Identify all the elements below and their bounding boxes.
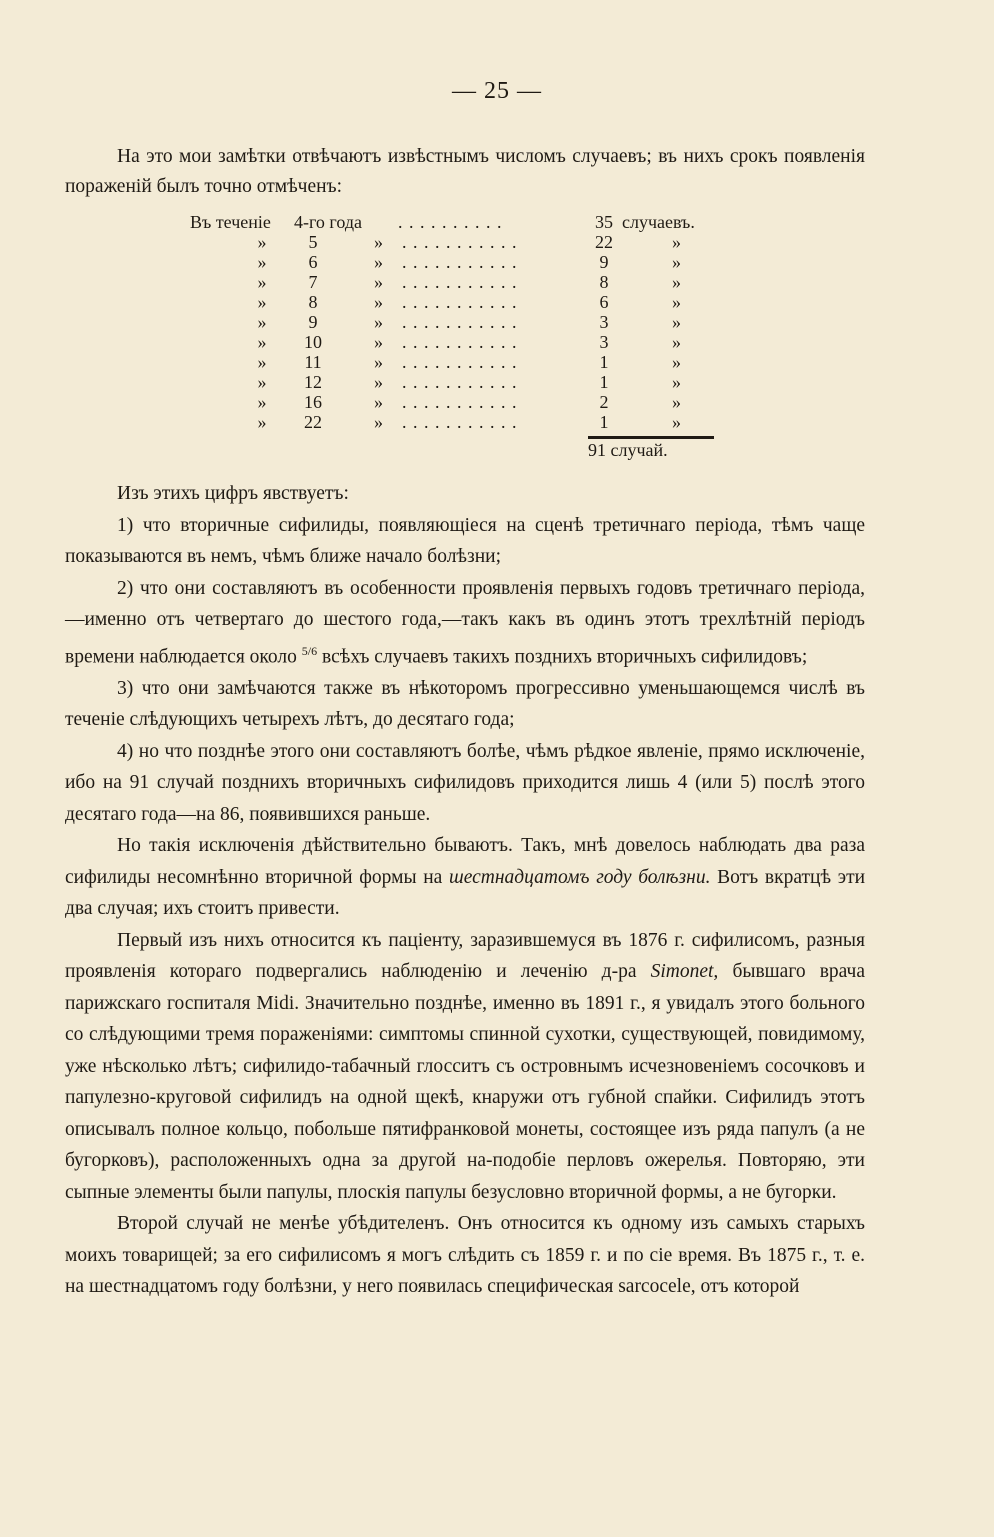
row-unit: случаевъ. — [622, 212, 695, 232]
ditto-mark: » — [257, 312, 267, 332]
body-text — [65, 470, 865, 1303]
table-row — [190, 352, 730, 372]
row-count: 9 — [599, 252, 609, 272]
leader-dots: . . . . . . . . . . . — [402, 292, 518, 312]
exceptions-text: Но такія исключенія дѣйствительно бываютъ. Такъ, мнѣ довелось наблюдать два раза сифилиды несомнѣнно вторичной формы на — [65, 835, 865, 888]
ditto-mark: » — [257, 292, 267, 312]
ditto-mark: » — [672, 412, 681, 432]
paragraph-point-2 — [65, 573, 865, 673]
first-case-text: Первый изъ нихъ относится къ паціенту, заразившемуся въ 1876 г. сифилисомъ, разныя проявленія котораго подвергались наблюденію и леченію д-ра — [65, 929, 865, 982]
ditto-mark: » — [374, 372, 383, 392]
row-label: Въ теченіе — [190, 212, 271, 232]
ditto-mark: » — [374, 332, 383, 352]
ditto-mark: » — [672, 292, 681, 312]
ditto-mark: » — [374, 352, 383, 372]
row-year: 9 — [308, 312, 318, 332]
cases-table — [190, 212, 730, 432]
ditto-mark: » — [257, 412, 267, 432]
row-count: 22 — [595, 232, 613, 252]
table-row — [190, 372, 730, 392]
leader-dots: . . . . . . . . . . . — [402, 352, 518, 372]
row-year: 16 — [304, 392, 322, 412]
row-count: 1 — [599, 412, 609, 432]
row-year: 10 — [304, 332, 322, 352]
leader-dots: . . . . . . . . . . . — [402, 392, 518, 412]
paragraph-point-3: 3) что они замѣчаются также въ нѣкоторомъ прогрессивно уменьшающемся числѣ въ теченіе слѣдующихъ четырехъ лѣтъ, до десятаго года; — [65, 677, 865, 730]
table-row — [190, 332, 730, 352]
leader-dots: . . . . . . . . . . . — [402, 372, 518, 392]
ditto-mark: » — [374, 272, 383, 292]
leader-dots: . . . . . . . . . . — [398, 212, 503, 232]
first-case-end: бывшаго врача парижскаго госпиталя Midi. Значительно позднѣе, именно въ 1891 г., я увидалъ этого больного со слѣдующими тремя пораженіями: симптомы спинной сухотки, существующей, повидимому, уже нѣсколько лѣтъ; сифилидо-табачный глосситъ съ островнымъ исчезновеніемъ сосочковъ и папулезно-круговой сифилидъ на одной щекѣ, кнаружи отъ губной спайки. Сифилидъ этотъ описывалъ полное кольцо, побольше пятифранковой монеты, состоящее изъ ряда папулъ (а не бугорковъ), расположенныхъ одна за другой на-подобіе перловъ ожерелья. Повторяю, эти сыпные элементы были папулы, плоскія папулы безусловно вторичной формы, а не бугорки. — [65, 961, 866, 1203]
ditto-mark: » — [672, 392, 681, 412]
paragraph-point-4: 4) но что позднѣе этого они составляютъ болѣе, чѣмъ рѣдкое явленіе, прямо исключеніе, ибо на 91 случай позднихъ вторичныхъ сифилидовъ приходится лишь 4 (или 5) послѣ этого десятаго года—на 86, появившихся раньше. — [65, 740, 865, 825]
table-row — [190, 312, 730, 332]
row-year: 11 — [304, 352, 322, 372]
row-count: 6 — [599, 292, 609, 312]
row-count: 3 — [599, 332, 609, 352]
table-row — [190, 292, 730, 312]
row-count: 3 — [599, 312, 609, 332]
row-count: 1 — [599, 372, 609, 392]
intro-text: На это мои замѣтки отвѣчаютъ извѣстнымъ числомъ случаевъ; въ нихъ срокъ появленія пораженій былъ точно отмѣченъ: — [65, 146, 865, 197]
paragraph-conclusion-intro: Изъ этихъ цифръ явствуетъ: — [117, 483, 349, 504]
table-row — [190, 252, 730, 272]
ditto-mark: » — [257, 332, 267, 352]
doctor-name: Simonet, — [650, 961, 719, 982]
table-row — [190, 392, 730, 412]
ditto-mark: » — [257, 372, 267, 392]
ditto-mark: » — [672, 252, 681, 272]
ditto-mark: » — [672, 352, 681, 372]
paragraph-second-case: Второй случай не менѣе убѣдителенъ. Онъ относится къ одному изъ самыхъ старыхъ моихъ товарищей; за его сифилисомъ я могъ слѣдить съ 1859 г. и по сіе время. Въ 1875 г., т. е. на шестнадцатомъ году болѣзни, у него появилась специфическая sarcocele, отъ которой — [65, 1213, 865, 1297]
paragraph-exceptions — [65, 830, 865, 925]
ditto-mark: » — [374, 292, 383, 312]
row-year: 7 — [308, 272, 318, 292]
ditto-mark: » — [257, 252, 267, 272]
ditto-mark: » — [374, 232, 383, 252]
row-year: 5 — [308, 232, 318, 252]
row-count: 1 — [599, 352, 609, 372]
paragraph-point-1: 1) что вторичные сифилиды, появляющіеся на сценѣ третичнаго періода, тѣмъ чаще показываются въ немъ, чѣмъ ближе начало болѣзни; — [65, 514, 865, 567]
ditto-mark: » — [672, 332, 681, 352]
ditto-mark: » — [374, 392, 383, 412]
leader-dots: . . . . . . . . . . . — [402, 272, 518, 292]
table-row — [190, 212, 730, 232]
table-row — [190, 412, 730, 432]
exceptions-end: Вотъ вкратцѣ эти два случая; ихъ стоитъ привести. — [65, 866, 866, 919]
leader-dots: . . . . . . . . . . . — [402, 232, 518, 252]
ditto-mark: » — [257, 232, 267, 252]
leader-dots: . . . . . . . . . . . — [402, 312, 518, 332]
ditto-mark: » — [672, 372, 681, 392]
paragraph-first-case — [65, 925, 865, 1209]
ditto-mark: » — [672, 232, 681, 252]
intro-paragraph — [65, 142, 865, 202]
total-rule — [588, 436, 714, 439]
row-year: 6 — [308, 252, 318, 272]
leader-dots: . . . . . . . . . . . — [402, 332, 518, 352]
ditto-mark: » — [257, 352, 267, 372]
ditto-mark: » — [374, 252, 383, 272]
ditto-mark: » — [257, 392, 267, 412]
point-2-text: 2) что они составляютъ въ особенности проявленія первыхъ годовъ третичнаго періода,—именно отъ четвертаго до шестого года,—такъ какъ въ одинъ этотъ трехлѣтній періодъ времени наблюдается около — [65, 577, 865, 667]
table-row — [190, 272, 730, 292]
row-count: 2 — [599, 392, 609, 412]
table-row — [190, 232, 730, 252]
ditto-mark: » — [374, 312, 383, 332]
ditto-mark: » — [374, 412, 383, 432]
ditto-mark: » — [257, 272, 267, 292]
exceptions-italic: шестнадцатомъ году болѣзни. — [449, 866, 711, 888]
ditto-mark: » — [672, 312, 681, 332]
row-year: 8 — [308, 292, 318, 312]
point-2-end: всѣхъ случаевъ такихъ позднихъ вторичныхъ сифилидовъ; — [321, 646, 808, 667]
total-cases: 91 случай. — [588, 440, 668, 460]
row-year: 22 — [304, 412, 322, 432]
row-year: 4-го года — [294, 212, 362, 232]
ditto-mark: » — [672, 272, 681, 292]
leader-dots: . . . . . . . . . . . — [402, 412, 518, 432]
row-count: 8 — [599, 272, 609, 292]
fraction: 5/6 — [301, 643, 318, 658]
page-number: — 25 — — [452, 78, 542, 104]
row-count: 35 — [595, 212, 613, 232]
leader-dots: . . . . . . . . . . . — [402, 252, 518, 272]
row-year: 12 — [304, 372, 322, 392]
